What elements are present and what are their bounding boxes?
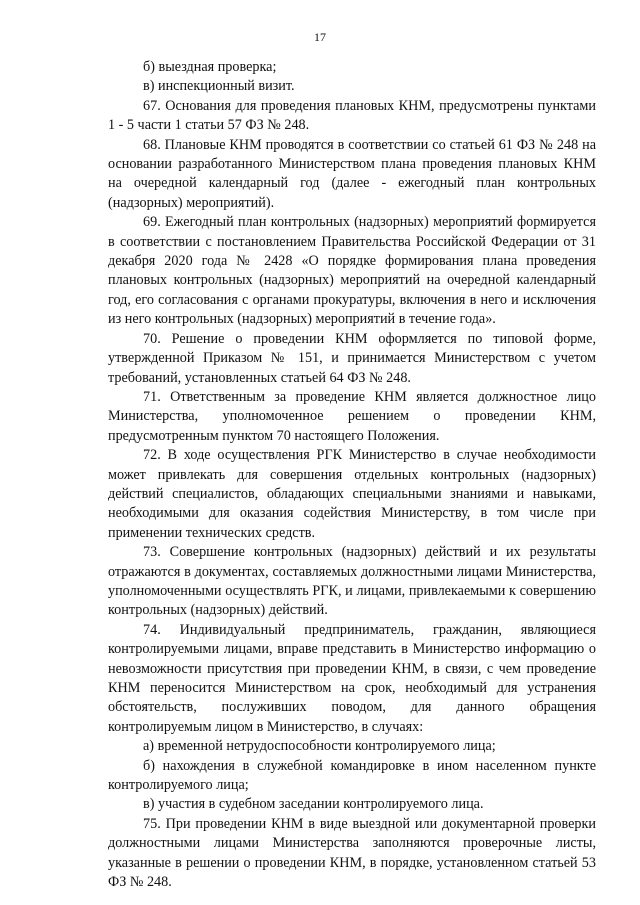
paragraph-75: 75. При проведении КНМ в виде выездной или документарной проверки должностными лицами Министерства заполняются проверочные листы, указанные в решении о проведении КНМ, в порядке, установленном статьей 53 ФЗ № 248. bbox=[108, 815, 596, 891]
paragraph-73: 73. Совершение контрольных (надзорных) действий и их результаты отражаются в документах, составляемых должностными лицами Министерства, уполномоченными осуществлять РГК, и лицами, привлекаемыми к совершению контрольных (надзорных) действий. bbox=[108, 544, 596, 619]
paragraph-74-b: б) нахождения в служебной командировке в ином населенном пункте контролируемого лица; bbox=[108, 757, 596, 794]
paragraph-item-v: в) инспекционный визит. bbox=[143, 78, 295, 95]
paragraph-71: 71. Ответственным за проведение КНМ является должностное лицо Министерства, уполномоченное решением о проведении КНМ, предусмотренным пунктом 70 настоящего Положения. bbox=[108, 388, 596, 444]
document-body bbox=[108, 58, 596, 892]
page-number: 17 bbox=[314, 30, 326, 44]
paragraph-69: 69. Ежегодный план контрольных (надзорных) мероприятий формируется в соответствии с постановлением Правительства Российской Федерации от 31 декабря 2020 года № 2428 «О порядке формирования плана проведения плановых контрольных (надзорных) мероприятий на очередной календарный год, его согласования с органами прокуратуры, включения в него и исключения из него контрольных (надзорных) мероприятий в течение года». bbox=[108, 214, 596, 328]
paragraph-68: 68. Плановые КНМ проводятся в соответствии со статьей 61 ФЗ № 248 на основании разработанного Министерством плана проведения плановых КНМ на очередной календарный год (далее - ежегодный план контрольных (надзорных) мероприятий). bbox=[108, 136, 596, 211]
paragraph-74-v: в) участия в судебном заседании контролируемого лица. bbox=[143, 796, 484, 813]
paragraph-72: 72. В ходе осуществления РГК Министерство в случае необходимости может привлекать для совершения отдельных контрольных (надзорных) действий специалистов, обладающих специальными знаниями и навыками, необходимыми для оказания содействия Министерству, в том числе при применении технических средств. bbox=[108, 447, 596, 541]
paragraph-74-a: а) временной нетрудоспособности контролируемого лица; bbox=[143, 738, 496, 755]
paragraph-67: 67. Основания для проведения плановых КНМ, предусмотрены пунктами 1 - 5 части 1 статьи 57 ФЗ № 248. bbox=[108, 97, 596, 134]
paragraph-74: 74. Индивидуальный предприниматель, гражданин, являющиеся контролируемыми лицами, вправе представить в Министерство информацию о невозможности присутствия при проведении КНМ, в связи, с чем проведение КНМ переносится Министерством на срок, необходимый для устранения обстоятельств, послуживших поводом, для данного обращения контролируемым лицом в Министерство, в случаях: bbox=[108, 621, 596, 735]
paragraph-70: 70. Решение о проведении КНМ оформляется по типовой форме, утвержденной Приказом № 151, и принимается Министерством с учетом требований, установленных статьей 64 ФЗ № 248. bbox=[108, 330, 596, 386]
paragraph-item-b: б) выездная проверка; bbox=[143, 59, 277, 75]
